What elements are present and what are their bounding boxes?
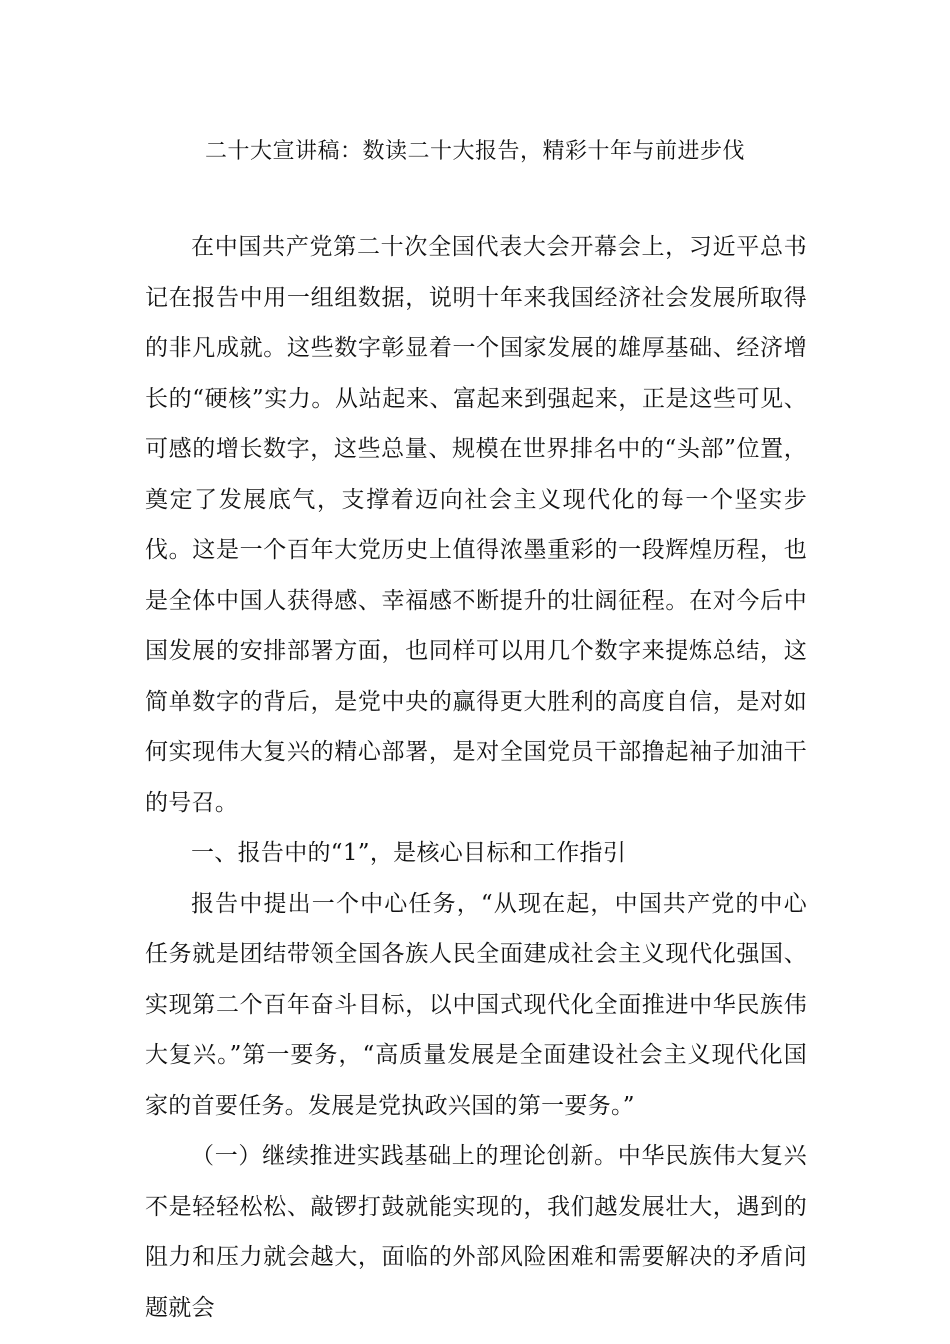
document-body	[145, 222, 807, 1333]
paragraph-intro: 在中国共产党第二十次全国代表大会开幕会上，习近平总书记在报告中用一组组数据，说明十年来我国经济社会发展所取得的非凡成就。这些数字彰显着一个国家发展的雄厚基础、经济增长的“硬核”实力。从站起来、富起来到强起来，正是这些可见、可感的增长数字，这些总量、规模在世界排名中的“头部”位置，奠定了发展底气，支撑着迈向社会主义现代化的每一个坚实步伐。这是一个百年大党历史上值得浓墨重彩的一段辉煌历程，也是全体中国人获得感、幸福感不断提升的壮阔征程。在对今后中国发展的安排部署方面，也同样可以用几个数字来提炼总结，这简单数字的背后，是党中央的赢得更大胜利的高度自信，是对如何实现伟大复兴的精心部署，是对全国党员干部撸起袖子加油干的号召。	[145, 234, 807, 816]
paragraph-central-task: 报告中提出一个中心任务，“从现在起，中国共产党的中心任务就是团结带领全国各族人民全面建成社会主义现代化强国、实现第二个百年奋斗目标，以中国式现代化全面推进中华民族伟大复兴。”第一要务，“高质量发展是全面建设社会主义现代化国家的首要任务。发展是党执政兴国的第一要务。”	[145, 890, 807, 1119]
paragraph-subsection-one: （一）继续推进实践基础上的理论创新。中华民族伟大复兴不是轻轻松松、敲锣打鼓就能实现的，我们越发展壮大，遇到的阻力和压力就会越大，面临的外部风险困难和需要解决的矛盾问题就会	[145, 1143, 807, 1321]
document-title: 二十大宣讲稿：数读二十大报告，精彩十年与前进步伐	[204, 139, 745, 164]
section-heading-one: 一、报告中的“1”，是核心目标和工作指引	[191, 840, 627, 866]
